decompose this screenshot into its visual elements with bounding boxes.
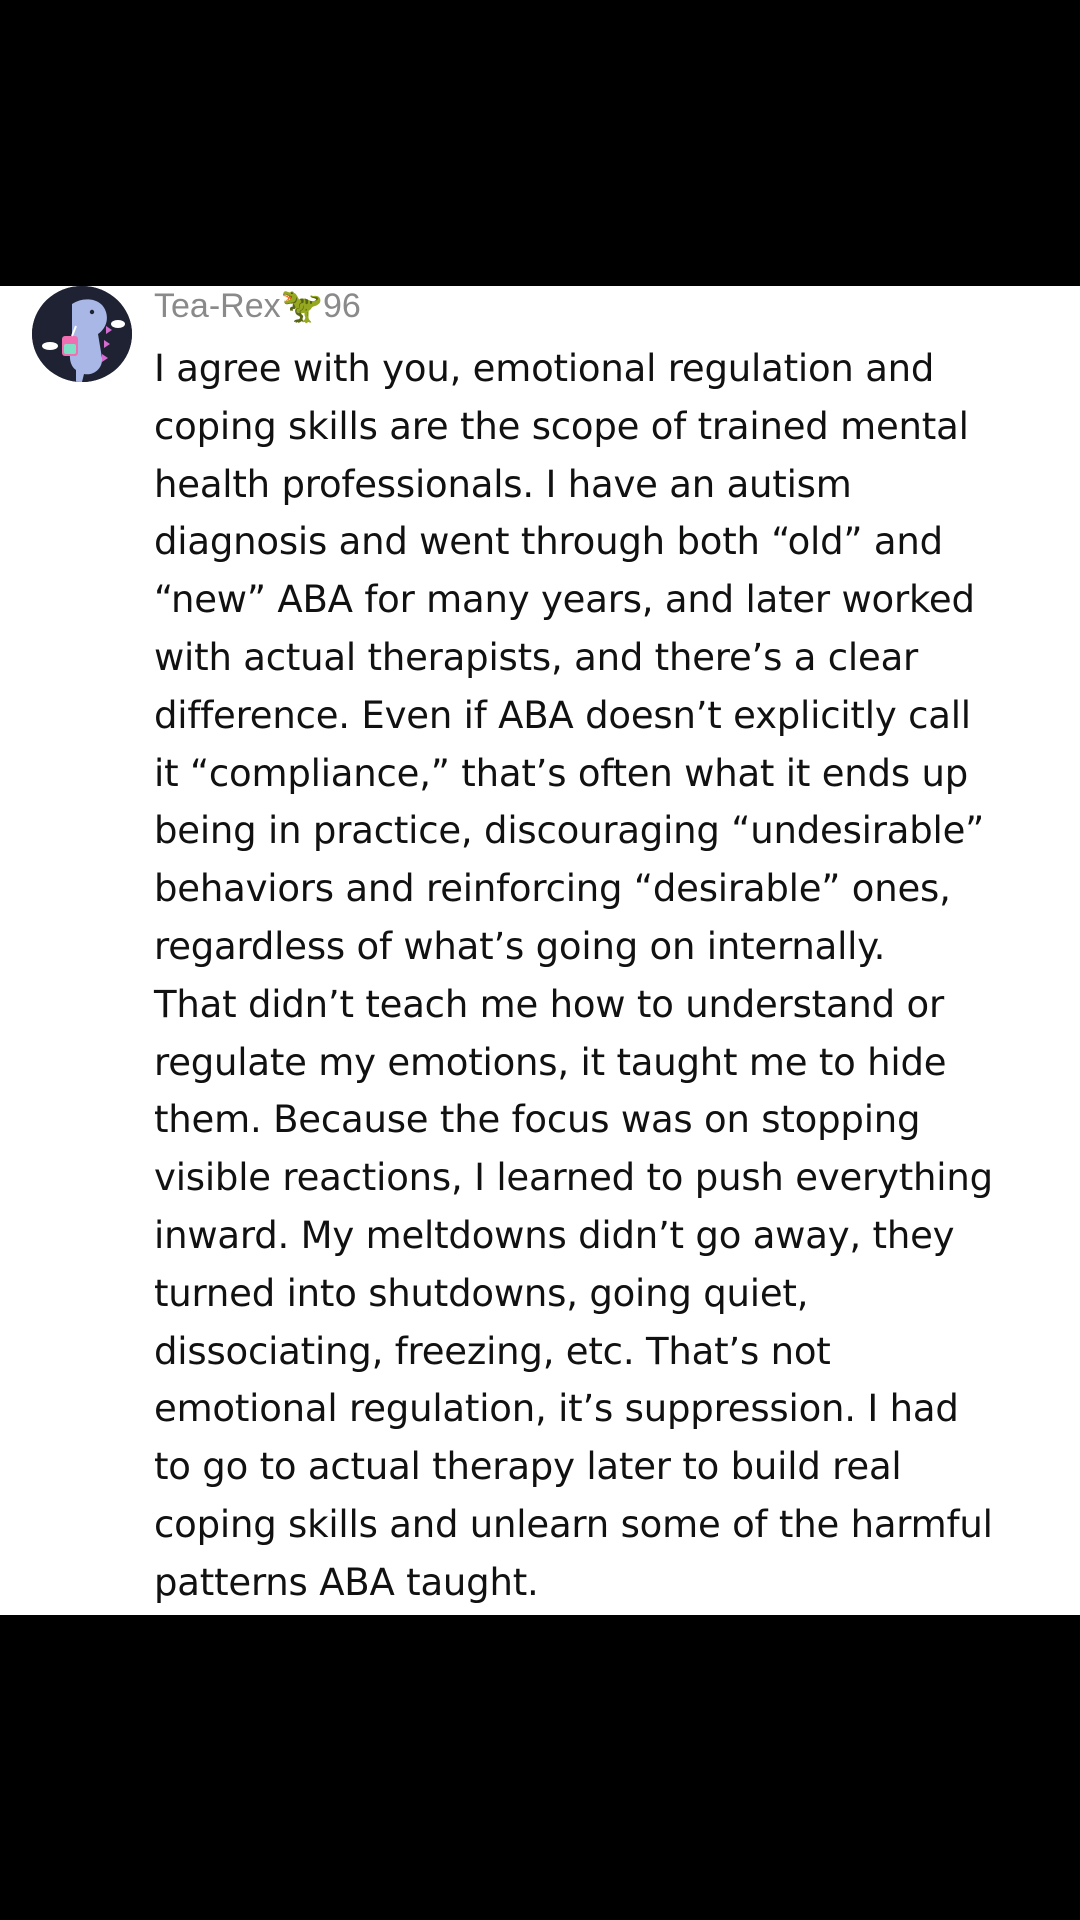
dinosaur-avatar-icon: [32, 286, 132, 382]
comment-text: I agree with you, emotional regulation and coping skills are the scope of trained mental health professionals. I have an autism diagnosis and went through both “old” and “new” ABA for many years, and later worked with actual therapists, and there’s a clear difference. Even if ABA doesn’t explicitly call it “compliance,” that’s often what it ends up being in practice, discouraging “undesirable” behaviors and reinforcing “desirable” ones, regardless of what’s going on internally. That didn’t teach me how to understand or regulate my emotions, it taught me to hide them. Because the focus was on stopping visible reactions, I learned to push everything inward. My meltdowns didn’t go away, they turned into shutdowns, going quiet, dissociating, freezing, etc. That’s not emotional regulation, it’s suppression. I had to go to actual therapy later to build real coping skills and unlearn some of the harmful patterns ABA taught.: [154, 347, 993, 1604]
username[interactable]: Tea-Rex🦖96: [154, 287, 361, 325]
comment-card: [0, 286, 1080, 1615]
avatar[interactable]: [32, 286, 132, 382]
